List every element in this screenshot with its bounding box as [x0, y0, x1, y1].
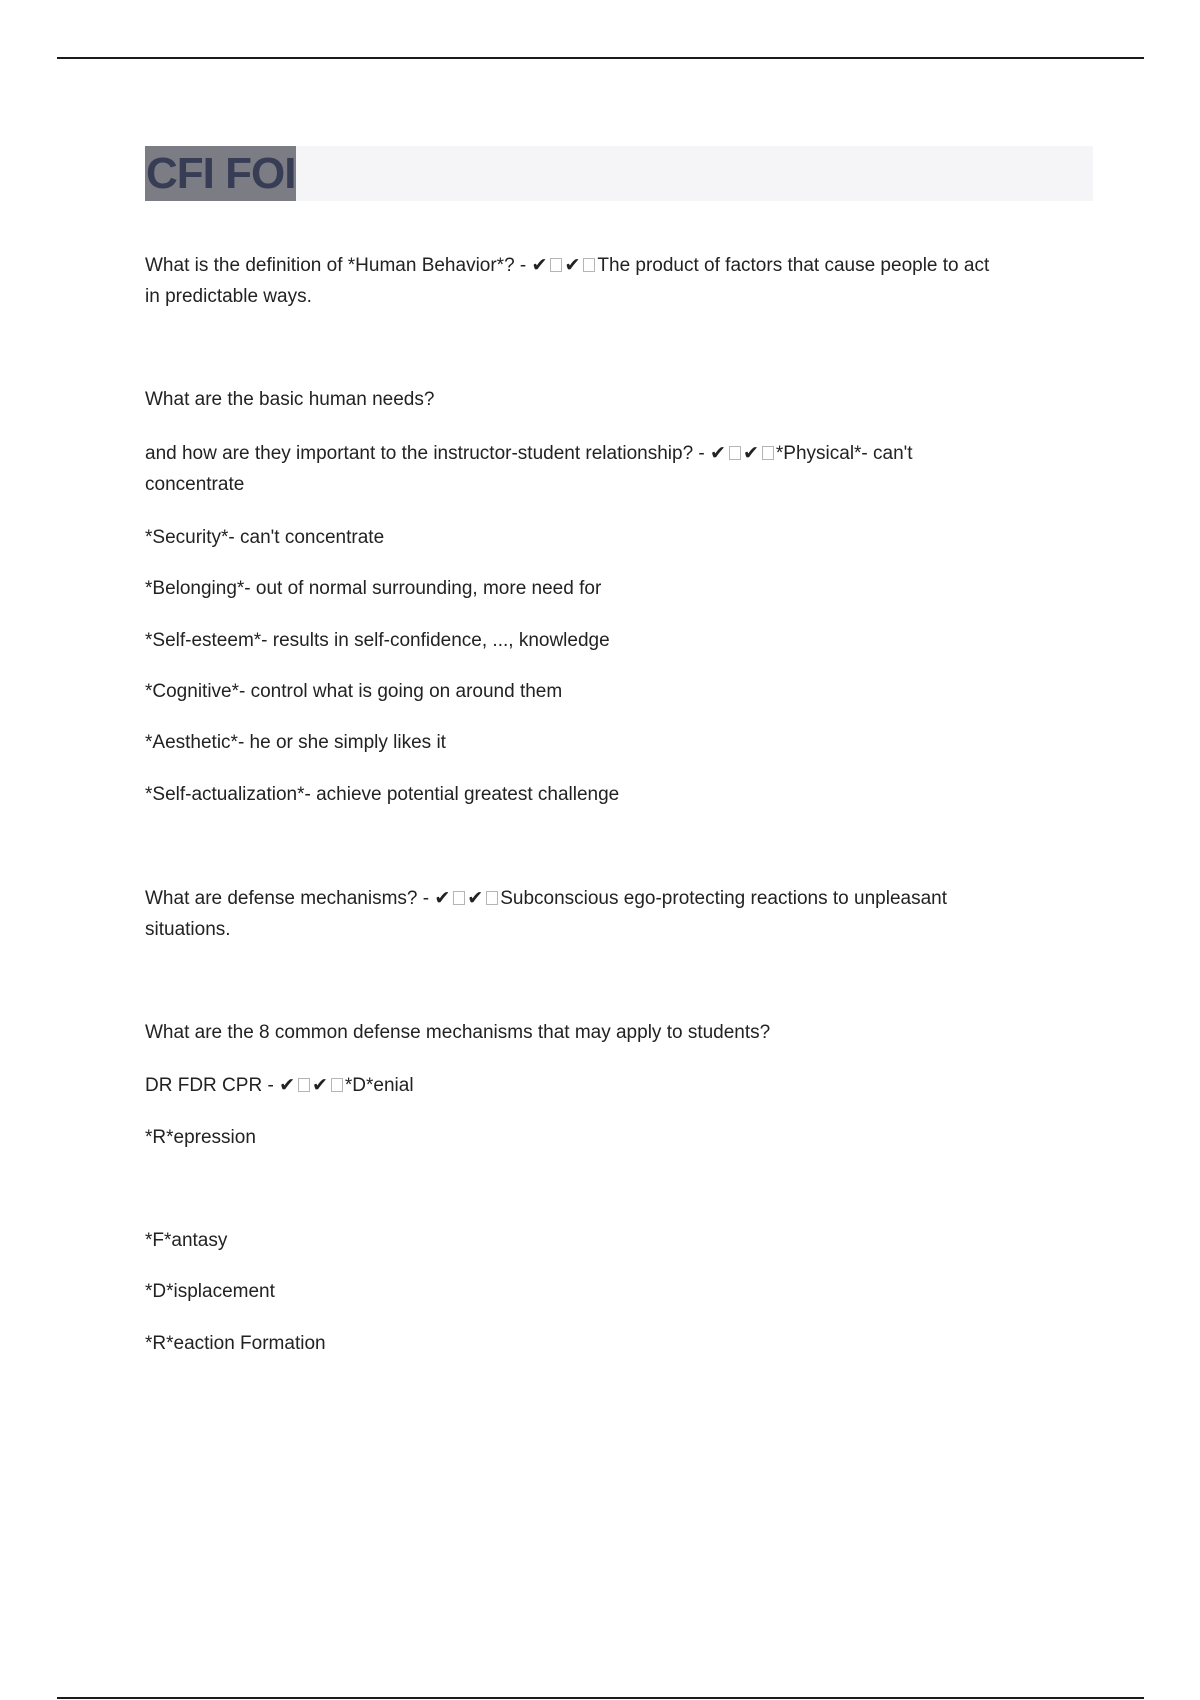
- check-icon: ✔: [467, 887, 484, 909]
- qa-line: and how are they important to the instructor-student relationship? - ✔ ✔ *Physical*- can't: [145, 442, 913, 464]
- answer-text: The product of factors that cause people to act: [597, 255, 990, 276]
- text-line: What are the 8 common defense mechanisms that may apply to students?: [145, 1022, 771, 1043]
- document-title: CFI FOI: [145, 146, 296, 201]
- check-icon: ✔: [531, 254, 548, 276]
- text-line: *Self-actualization*- achieve potential greatest challenge: [145, 784, 620, 805]
- text-line: What are the basic human needs?: [145, 389, 435, 410]
- question-text: What are defense mechanisms?: [145, 888, 418, 909]
- answer-text: *Physical*- can't: [775, 443, 913, 464]
- check-icon: ✔: [279, 1074, 295, 1096]
- text-line: *Cognitive*- control what is going on around them: [145, 681, 563, 702]
- qa-line: What are defense mechanisms? - ✔ ✔ Subconscious ego-protecting reactions to unpleasant: [145, 887, 947, 909]
- question-text: What is the definition of *Human Behavior*?: [145, 255, 515, 276]
- bottom-rule: [57, 1697, 1144, 1699]
- check-icon: ✔: [742, 442, 759, 464]
- text-line: situations.: [145, 919, 231, 940]
- box-icon: [729, 446, 741, 460]
- text-line: *F*antasy: [145, 1230, 228, 1251]
- top-rule: [57, 57, 1144, 59]
- check-icon: ✔: [311, 1074, 328, 1096]
- box-icon: [298, 1078, 310, 1092]
- text-line: concentrate: [145, 474, 245, 495]
- text-line: *R*eaction Formation: [145, 1333, 326, 1354]
- text-line: in predictable ways.: [145, 286, 312, 307]
- answer-text: *D*enial: [344, 1075, 414, 1096]
- question-text: DR FDR CPR: [145, 1075, 263, 1096]
- text-line: *Security*- can't concentrate: [145, 527, 385, 548]
- text-line: *Aesthetic*- he or she simply likes it: [145, 732, 446, 753]
- text-line: *R*epression: [145, 1127, 256, 1148]
- answer-text: Subconscious ego-protecting reactions to unpleasant: [500, 888, 947, 909]
- box-icon: [486, 891, 498, 905]
- check-icon: ✔: [564, 254, 581, 276]
- box-icon: [331, 1078, 343, 1092]
- qa-line: DR FDR CPR - ✔ ✔ *D*enial: [145, 1074, 414, 1096]
- text-line: *D*isplacement: [145, 1281, 275, 1302]
- box-icon: [453, 891, 465, 905]
- check-icon: ✔: [710, 442, 726, 464]
- box-icon: [583, 258, 595, 272]
- box-icon: [550, 258, 562, 272]
- check-icon: ✔: [434, 887, 451, 909]
- box-icon: [762, 446, 774, 460]
- text-line: *Self-esteem*- results in self-confidence, ..., knowledge: [145, 630, 610, 651]
- question-text: and how are they important to the instructor-student relationship?: [145, 443, 694, 464]
- qa-line: What is the definition of *Human Behavior*? - ✔ ✔ The product of factors that cause people to act: [145, 254, 990, 276]
- text-line: *Belonging*- out of normal surrounding, more need for: [145, 578, 602, 599]
